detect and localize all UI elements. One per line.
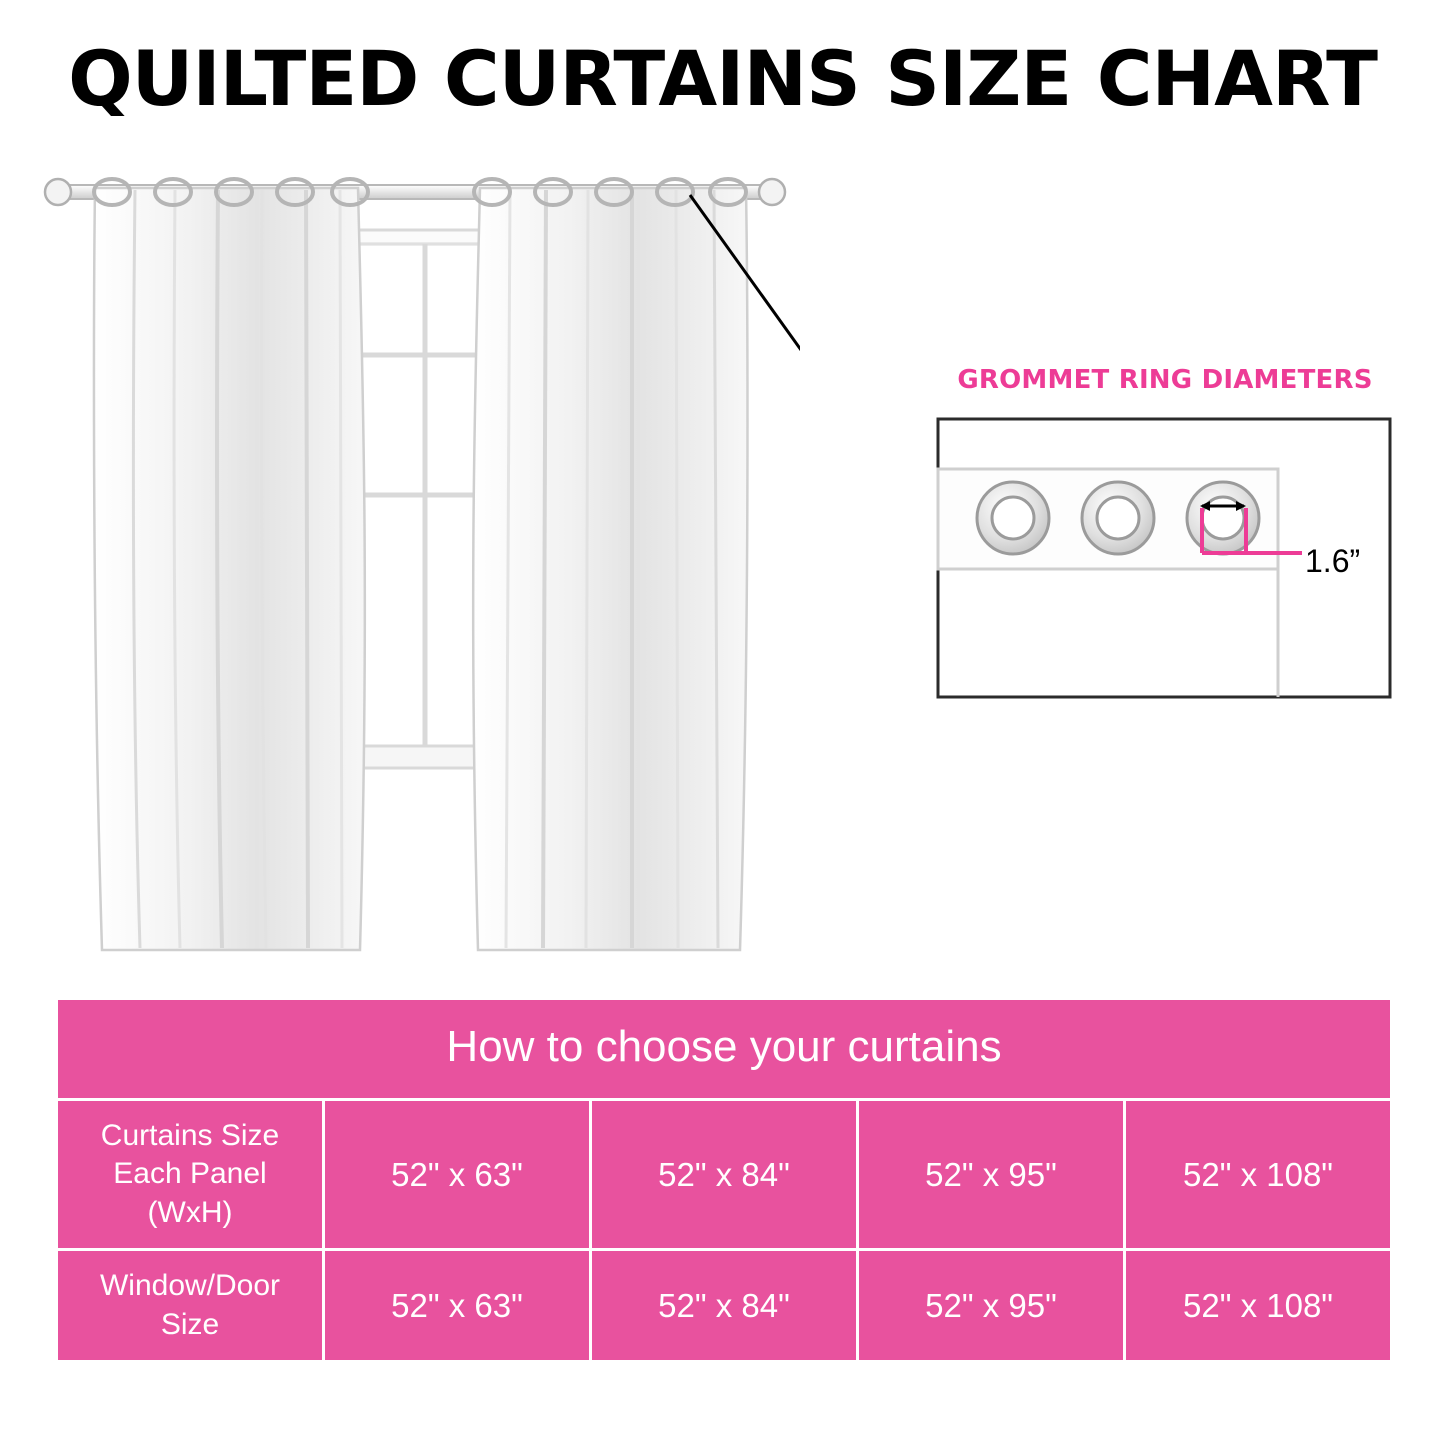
- table-header: How to choose your curtains: [57, 999, 1392, 1100]
- grommet-panel-title: GROMMET RING DIAMETERS: [957, 365, 1373, 395]
- table-header-row: [57, 999, 1392, 1100]
- table-cell: 52" x 63": [324, 1100, 591, 1250]
- table-cell: 52" x 84": [591, 1250, 858, 1362]
- table-cell: 52" x 108": [1125, 1250, 1392, 1362]
- table-cell: 52" x 95": [858, 1100, 1125, 1250]
- grommet-ring-2: [1082, 482, 1154, 554]
- table-row: [57, 1250, 1392, 1362]
- grommet-detail-panel: [930, 365, 1400, 705]
- grommet-ring-3: [1187, 482, 1259, 554]
- table-row: [57, 1100, 1392, 1250]
- row-label-line: Size: [160, 1307, 220, 1341]
- row-label-line: Curtains Size: [100, 1119, 280, 1152]
- grommet-diameter-label: 1.6”: [1305, 543, 1361, 579]
- row-label-line: Window/Door: [99, 1269, 281, 1303]
- grommet-ring-1: [977, 482, 1049, 554]
- curtain-window-illustration: [40, 160, 800, 970]
- row-label-curtain-size: [57, 1100, 324, 1250]
- table-cell: 52" x 95": [858, 1250, 1125, 1362]
- page-title: QUILTED CURTAINS SIZE CHART: [68, 34, 1377, 123]
- size-table-wrapper: [55, 997, 1393, 1363]
- row-label-line: Each Panel: [113, 1157, 267, 1191]
- row-label-window-size: [57, 1250, 324, 1362]
- table-cell: 52" x 108": [1125, 1100, 1392, 1250]
- table-cell: 52" x 84": [591, 1100, 858, 1250]
- table-cell: 52" x 63": [324, 1250, 591, 1362]
- curtain-panel-right: [473, 179, 747, 950]
- curtain-panel-left: [94, 179, 368, 950]
- row-label-line: (WxH): [147, 1195, 233, 1229]
- size-table: [55, 997, 1393, 1363]
